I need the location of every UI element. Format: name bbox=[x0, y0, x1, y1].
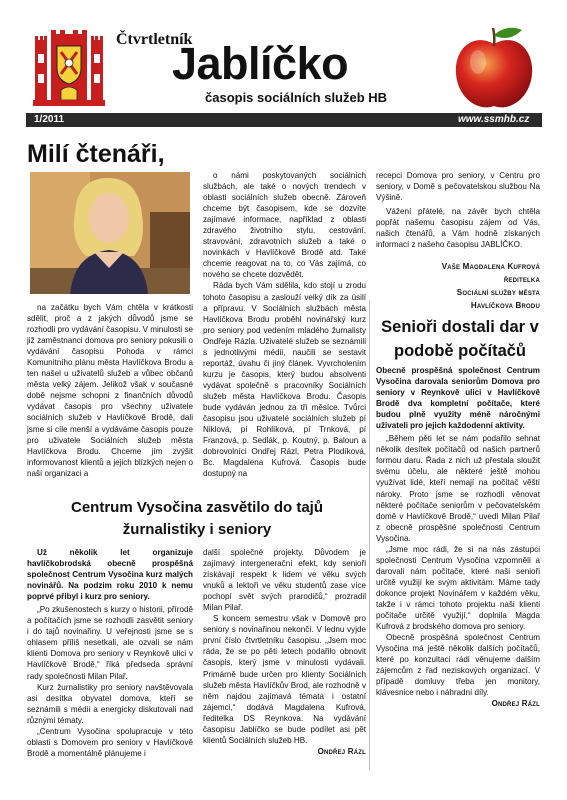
article2-lead: Obecně prospěšná společnost Centrum Vysočina darovala seniorům Domova pro seniory v Reynkově ulici v Havlíčkově Brodě dva kompletní počítače, které budou plně využity méně náročnými uživateli pro jejich každodenní aktivity. bbox=[376, 366, 540, 431]
article2-body bbox=[376, 365, 540, 709]
masthead-title: Jablíčko bbox=[172, 38, 349, 89]
article3-c2p1: další společné projekty. Důvodem je zajímavý intergenerační efekt, kdy senioři získávají respekt k lidem ve věku svých vnuků a lektoři ve věku studentů zase více pochopí svět svých prarodičů,“ prozradil Milan Pilař. bbox=[203, 548, 366, 613]
article1-col1 bbox=[27, 302, 193, 479]
article1-col1-text: na začátku bych Vám chtěla v krátkosti sdělit, proč a z jakých důvodů jsme se rozhodli pro vydávání časopisu. V minulosti se již zaměstnanci domova pro seniory pokusili o vydávání časopisu Pohoda v rámci Komunitního plánu města Havlíčkova Brodu a ten našel u uživatelů služeb a vůbec občanů města velký zájem. Jelikož však v současné době nejsme schopni z finančních důvodů vydávat časopis pro všechny uživatele sociálních služeb v Havlíčkově Brodě, dali jsme si cíle menší a vydáváme časopis pouze pro uživatele Sociálních služeb města Havlíčkova Brodu. Chceme jím zvýšit informovanost klientů a jejich blízkých nejen o naší organizaci a bbox=[27, 303, 194, 478]
article3-c2p2: S koncem semestru však v Domově pro seniory s novinařinou nekončí. V lednu vyjde první číslo čtvrtletníku časopisu. „Jsem moc ráda, že se po pěti letech podařilo obnovit časopis, který jsme v minulosti vydávali. Primárně bude určen pro klienty Sociálních služeb města Havlíčkův Brod, ale rozhodně v něm najdou zajímavá témata i ostatní zájemci,“ dodává Magdalena Kufrová, ředitelka DS Reynkova. Na vydávání časopisu Jablíčko se bude podílet asi pět klientů Sociálních služeb HB. bbox=[203, 614, 366, 745]
article3-headline bbox=[27, 497, 367, 541]
masthead-subtitle: časopis sociálních služeb HB bbox=[205, 90, 388, 105]
article3-col2 bbox=[203, 547, 366, 757]
article3-p3: „Centrum Vysočina spolupracuje v této oblasti s Domovem pro seniory v Havlíčkově Brodě a momentálně plánujeme i bbox=[27, 726, 193, 758]
article1-headline: Milí čtenáři, bbox=[27, 140, 165, 168]
signature-name: Vaše Magdalena Kufrová bbox=[441, 262, 540, 271]
article2-p1: „Během pěti let se nám podařilo sehnat několik desítek počítačů od našich partnerů formou daru. Řada z nich už přestala sloužit svému účelu, ale některé ještě mohou využívat lidé, kteří nemají na počítač věští nároky. Proto jsme se rozhodli věnovat některé počítače seniorům v pečovatelském domě v Havlíčkově Brodě,“ uvedl Milan Pilař z obecně prospěšné společnosti Centrum Vysočina. bbox=[376, 434, 540, 543]
article1-col2 bbox=[203, 170, 366, 479]
article2-signature: Ondřej Rázl bbox=[491, 699, 540, 709]
article3-p1: „Po zkušenostech s kurzy o historii, přírodě a počítačích jsme se rozhodli zasvětit seniory i do tajů novinařiny. U veřejnosti jsme se s ohlasem příliš nesetkali, ale ozvali se nám klienti Domova pro seniory v Reynkově ulici v Havlíčkově Brodě,“ říká předseda správní rady společnosti Milan Pilař. bbox=[27, 605, 193, 681]
article2-p2: „Jsme moc rádi, že si na nás zástupci společnosti Centrum Vysočina vzpomněli a darovali nám počítače, které naši senioři určitě využijí ke svým aktivitám. Máme tady dokonce projekt Novinářem v každém věku, takže i v rámci tohoto projektu naši klienti počítače určitě využijí,“ doplnila Magda Kufrová z brodského domova pro seniory. bbox=[376, 544, 540, 632]
signature-org: Sociální služby města bbox=[456, 288, 540, 297]
article1-col3 bbox=[376, 170, 540, 250]
article1-signature bbox=[376, 260, 540, 312]
article3-p2: Kurz žurnalistiky pro seniory navštěvovala asi desítka obyvatel domova, kteří se seznámili s médii a energicky diskutovali nad různými tématy. bbox=[27, 682, 193, 725]
article2-p3: Obecně prospěšná společnost Centrum Vysočina má ještě několik dalších počítačů, které po konzultaci rádi věnujeme dalším zájemcům z řad neziskových organizací. V případě domluvy třeba jen monitory, klávesnice nebo i náhradní díly. bbox=[376, 633, 540, 698]
masthead-kicker: Čtvrtletník bbox=[116, 31, 193, 48]
article1-col2-p1: o námi poskytovaných sociálních službách, ale také o nových trendech v oblasti sociálních služeb obecně. Zároveň chceme být časopisem, kde se dozvíte zajímavé informace, například z oblasti zdravého životního stylu, cestování, stravování, zdravotních služeb a také o novinkách v Havlíčkově Brodě atd. Také chceme reagovat na to, co Vás zajímá, co nového se chcete dozvědět. bbox=[203, 171, 366, 280]
article3-signature: Ondřej Rázl bbox=[317, 746, 366, 756]
article3-headline-line1: Centrum Vysočina zasvětilo do tajů bbox=[70, 499, 323, 516]
article1-col2-p2: Ráda bych Vám sdělila, kdo stojí u zrodu tohoto časopisu a zaslouží velký dík za úsilí a přípravu. V Sociálních službách města Havlíčkova Brodu proběhl novinářský kurz pro seniory pod vedením mladého žurnalisty Ondřeje Rázla. Uživatelé služeb se seznámili s jednotlivými médii, naučili se sestavit reportáž, úvahu či jiný článek. Vyvrcholením kurzu je časopis, který budou absolventi vydávat společně s pracovníky Sociálních služeb města Havlíčkova Brodu. Časopis bude vydáván jednou za tři měsíce. Tvůrci časopisu jsou uživatelé sociálních služeb pí Niklová, pí Rohlíková, pí Trnková, pí Franzová, p. Sedlák, p. Koutný, p. Baloun a dobrovolníci Ondřej Rázl, Petra Plodíková, Bc. Magdalena Kufrová. Časopis bude dostupný na bbox=[203, 281, 366, 479]
article1-col3-p1: recepci Domova pro seniory, v Centru pro seniory, v Domě s pečovatelskou službou Na Výšině. bbox=[376, 171, 540, 203]
issue-number: 1/2011 bbox=[34, 114, 65, 125]
article3-headline-line2: žurnalistiky i seniory bbox=[122, 521, 272, 538]
editor-photo bbox=[30, 172, 190, 294]
website-link[interactable]: www.ssmhb.cz bbox=[458, 114, 530, 125]
article3-lead: Už několik let organizuje havlíčkobrodská obecně prospěšná společnost Centrum Vysočina kurz malých novinářů. Na podzim roku 2010 k nemu poprvé přibyl i kurz pro seniory. bbox=[27, 548, 193, 602]
column-divider bbox=[369, 300, 370, 770]
article1-col3-p2: Vážení přátelé, na závěr bych chtěla popřát našemu časopisu zájem od Vás, našich čtenářů, a Vám hodně získaných informací z našeho časopisu JABLÍČKO. bbox=[376, 207, 540, 250]
coat-of-arms-icon bbox=[33, 30, 105, 106]
article3-col1 bbox=[27, 547, 193, 759]
apple-icon bbox=[452, 24, 536, 112]
signature-org-city: Havlíčkova Brodu bbox=[470, 301, 540, 310]
article2-headline: Senioři dostali dar v podobě počítačů bbox=[381, 318, 539, 360]
signature-role: ředitelka bbox=[503, 275, 540, 284]
